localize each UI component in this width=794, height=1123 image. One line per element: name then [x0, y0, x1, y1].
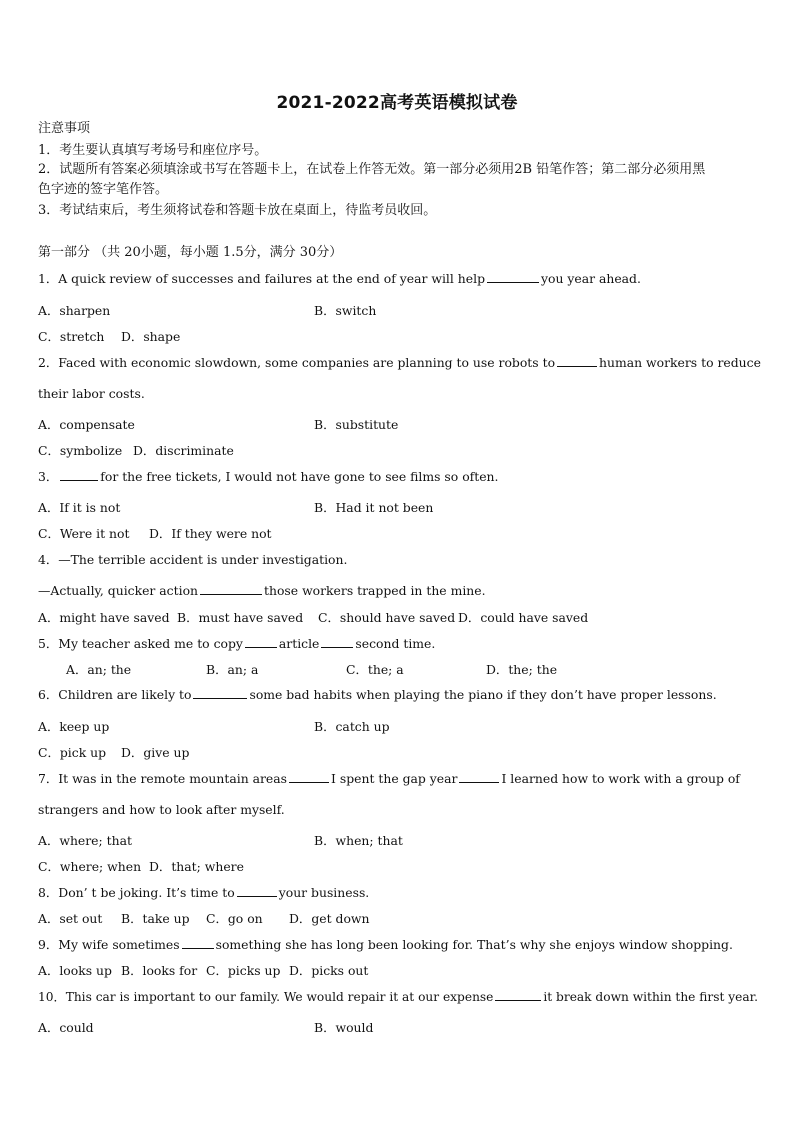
question-7	[38, 771, 740, 787]
question-text: I spent the gap year	[331, 771, 458, 786]
question-7-cont: strangers and how to look after myself.	[38, 802, 285, 817]
option-b: B．an; a	[206, 662, 259, 677]
question-text: your business.	[278, 885, 370, 900]
question-2-cont: their labor costs.	[38, 386, 145, 401]
option-b: B．would	[314, 1020, 374, 1035]
option-a: A．If it is not	[38, 500, 121, 515]
answer-blank	[321, 636, 353, 648]
option-d: D．give up	[121, 745, 190, 760]
answer-blank	[495, 989, 541, 1001]
option-a: A．might have saved	[38, 610, 170, 625]
option-b: B．Had it not been	[314, 500, 434, 515]
question-text: some bad habits when playing the piano if they don’t have proper lessons.	[249, 687, 717, 702]
notice-item-2: 2．试题所有答案必须填涂或书写在答题卡上，在试卷上作答无效。第一部分必须用2B 铅笔作答；第二部分必须用黑	[38, 162, 706, 177]
question-text: 8．Don’ t be joking. It’s time to	[38, 885, 235, 900]
notice-heading: 注意事项	[38, 121, 91, 136]
question-1	[38, 271, 641, 287]
question-text: something she has long been looking for. That’s why she enjoys window shopping.	[215, 937, 733, 952]
option-b: B．when; that	[314, 833, 403, 848]
option-a: A．set out	[38, 911, 103, 926]
question-text: 1．A quick review of successes and failures at the end of year will help	[38, 271, 485, 286]
answer-blank	[245, 636, 277, 648]
option-c: C．pick up	[38, 745, 107, 760]
notice-item-3: 3．考试结束后，考生须将试卷和答题卡放在桌面上，待监考员收回。	[38, 203, 437, 218]
question-text: 5．My teacher asked me to copy	[38, 636, 243, 651]
question-3	[38, 469, 498, 485]
option-b: B．catch up	[314, 719, 390, 734]
question-text: 9．My wife sometimes	[38, 937, 180, 952]
question-text: article	[278, 636, 320, 651]
option-a: A．looks up	[38, 963, 112, 978]
question-text: it break down within the first year.	[543, 990, 758, 1004]
question-10	[38, 989, 758, 1005]
option-c: C．picks up	[206, 963, 281, 978]
option-d: D．If they were not	[149, 526, 272, 541]
notice-item-2-cont: 色字迹的签字笔作答。	[38, 182, 169, 197]
question-6	[38, 687, 717, 703]
question-text: —Actually, quicker action	[38, 583, 199, 598]
option-b: B．switch	[314, 303, 377, 318]
answer-blank	[182, 937, 214, 949]
option-d: D．shape	[121, 329, 181, 344]
question-text: those workers trapped in the mine.	[264, 583, 486, 598]
question-5	[38, 636, 435, 652]
answer-blank	[193, 687, 247, 699]
option-a: A．where; that	[38, 833, 132, 848]
option-a: A．could	[38, 1020, 94, 1035]
section-heading: 第一部分 （共 20小题，每小题 1.5分，满分 30分）	[38, 245, 343, 260]
option-a: A．keep up	[38, 719, 110, 734]
option-d: D．picks out	[289, 963, 369, 978]
option-b: B．substitute	[314, 417, 399, 432]
question-text: second time.	[355, 636, 436, 651]
answer-blank	[557, 355, 597, 367]
answer-blank	[487, 271, 539, 283]
answer-blank	[459, 771, 499, 783]
question-text: you year ahead.	[541, 271, 641, 286]
notice-item-1: 1．考生要认真填写考场号和座位序号。	[38, 143, 268, 158]
option-b: B．looks for	[121, 963, 198, 978]
question-text: 3．	[38, 469, 59, 484]
question-text: 7．It was in the remote mountain areas	[38, 771, 288, 786]
option-a: A．an; the	[66, 662, 132, 677]
option-c: C．go on	[206, 911, 263, 926]
answer-blank	[200, 583, 262, 595]
option-b: B．take up	[121, 911, 190, 926]
option-c: C．where; when	[38, 859, 142, 874]
question-9	[38, 937, 733, 953]
option-d: D．get down	[289, 911, 370, 926]
option-d: D．that; where	[149, 859, 244, 874]
option-c: C．the; a	[346, 662, 404, 677]
page-title: 2021-2022高考英语模拟试卷	[276, 93, 518, 113]
question-8	[38, 885, 369, 901]
question-text: 6．Children are likely to	[38, 687, 192, 702]
answer-blank	[289, 771, 329, 783]
option-c: C．stretch	[38, 329, 105, 344]
option-c: C．symbolize	[38, 443, 123, 458]
option-c: C．Were it not	[38, 526, 130, 541]
option-d: D．could have saved	[458, 610, 589, 625]
answer-blank	[237, 885, 277, 897]
question-4: 4．—The terrible accident is under investigation.	[38, 552, 348, 567]
question-text: 10．This car is important to our family. We would repair it at our expense	[38, 990, 494, 1004]
option-a: A．sharpen	[38, 303, 111, 318]
question-text: 2．Faced with economic slowdown, some companies are planning to use robots to	[38, 355, 556, 370]
option-c: C．should have saved	[318, 610, 456, 625]
option-d: D．discriminate	[133, 443, 234, 458]
question-text: I learned how to work with a group of	[501, 771, 740, 786]
option-a: A．compensate	[38, 417, 135, 432]
option-b: B．must have saved	[177, 610, 304, 625]
question-text: human workers to reduce	[599, 355, 761, 370]
option-d: D．the; the	[486, 662, 558, 677]
answer-blank	[60, 469, 98, 481]
question-4-line2	[38, 583, 486, 599]
question-2	[38, 355, 761, 371]
question-text: for the free tickets, I would not have gone to see films so often.	[100, 469, 499, 484]
